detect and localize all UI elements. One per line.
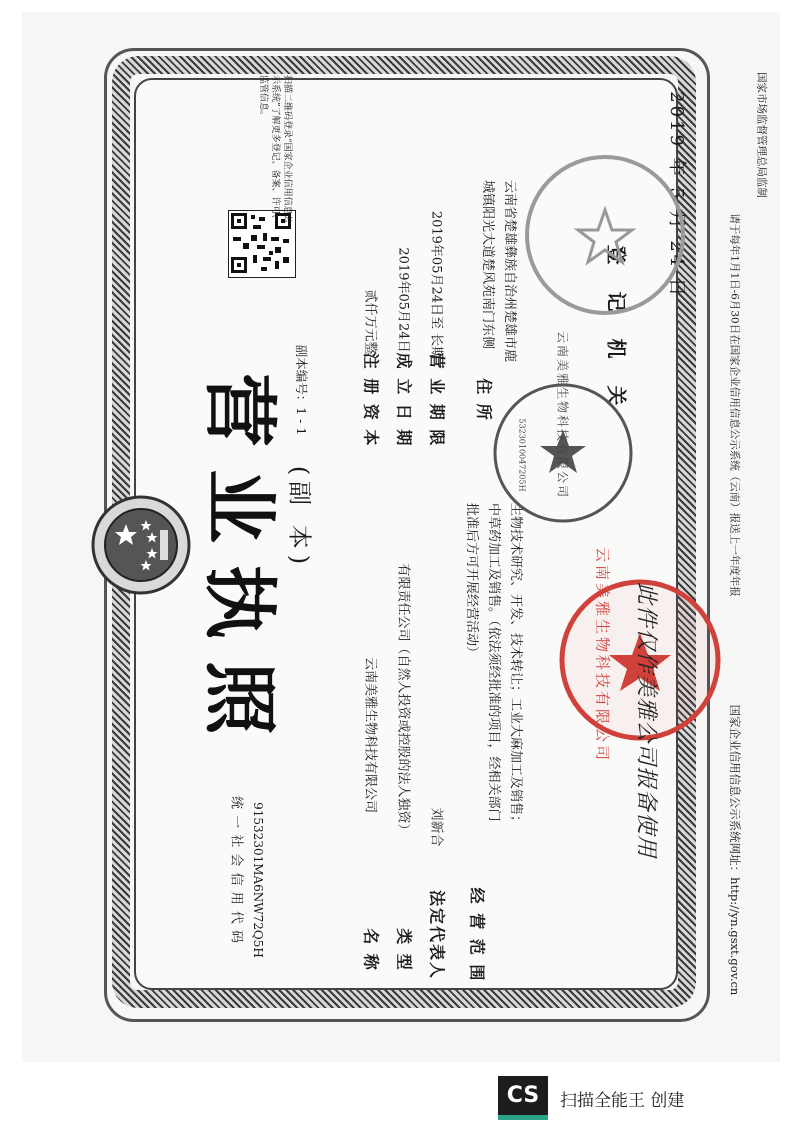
national-emblem-icon xyxy=(86,490,196,600)
credit-code-label: 统 一 社 会 信 用 代 码 xyxy=(228,796,244,944)
term-value: 2019年05月24日至 长期 xyxy=(428,210,444,360)
credit-code: 91532301MA6NW72Q5H xyxy=(251,802,265,958)
address-label: 住 所 xyxy=(474,378,494,422)
scope-value: 生物技术研究、开发、技术转让；工业大麻加工及销售；中草药加工及销售。（依法须经批准的项目，经相关部门批准后方可开展经营活动） xyxy=(464,503,523,829)
gray-seal-number: 5323010047205H xyxy=(517,418,527,492)
authority-label: 登 记 机 关 xyxy=(604,244,629,416)
gray-seal-text: 云南美雅生物科技有限公司 xyxy=(555,330,570,500)
established-label: 成 立 日 期 xyxy=(394,352,414,448)
red-seal-text: 云南美雅生物科技有限公司 xyxy=(593,546,612,764)
copy-number: 副本编号：1 - 1 xyxy=(294,344,309,436)
rep-value: 刘新合 xyxy=(428,807,444,847)
camscanner-caption: 扫描全能王 创建 xyxy=(560,1091,685,1111)
established-value: 2019年05月24日 xyxy=(395,247,411,353)
capital-value: 贰仟万元整 xyxy=(362,289,378,355)
rep-label: 法定代表人 xyxy=(427,889,447,981)
name-value: 云南美雅生物科技有限公司 xyxy=(362,656,378,814)
footer-notice: 请于每年1月1日-6月30日在国家企业信用信息公示系统（云南）报送上一年度年报 xyxy=(728,213,741,597)
authority-seal xyxy=(520,150,690,320)
name-label: 名 称 xyxy=(361,928,381,972)
scope-label: 经 营 范 围 xyxy=(467,887,487,983)
camscanner-logo: CS xyxy=(498,1076,548,1120)
footer-right: 国家市场监督管理总局监制 xyxy=(755,72,768,198)
issue-date: 2019 年 5 月 24 日 xyxy=(666,91,687,299)
term-label: 营 业 期 限 xyxy=(427,352,447,448)
qr-caption: 扫描二维码登录“国家企业信用信息公示系统”了解更多登记、备案、许可、监管信息。 xyxy=(258,75,292,224)
type-label: 类 型 xyxy=(394,928,414,972)
footer-site: 国家企业信用信息公示系统网址：http://yn.gsxt.gov.cn xyxy=(728,704,742,996)
address-value: 云南省楚雄彝族自治州楚雄市鹿城镇阳光大道楚风苑南门东侧 xyxy=(480,180,517,363)
type-value: 有限责任公司（自然人投资或控股的法人独资） xyxy=(395,563,411,837)
capital-label: 注 册 资 本 xyxy=(361,352,381,448)
license-subtitle: (副 本) xyxy=(285,465,314,571)
license-title: 营业执照 xyxy=(196,373,282,757)
handwritten-note: 此件仅作美雅公司报备使用 xyxy=(633,581,659,859)
